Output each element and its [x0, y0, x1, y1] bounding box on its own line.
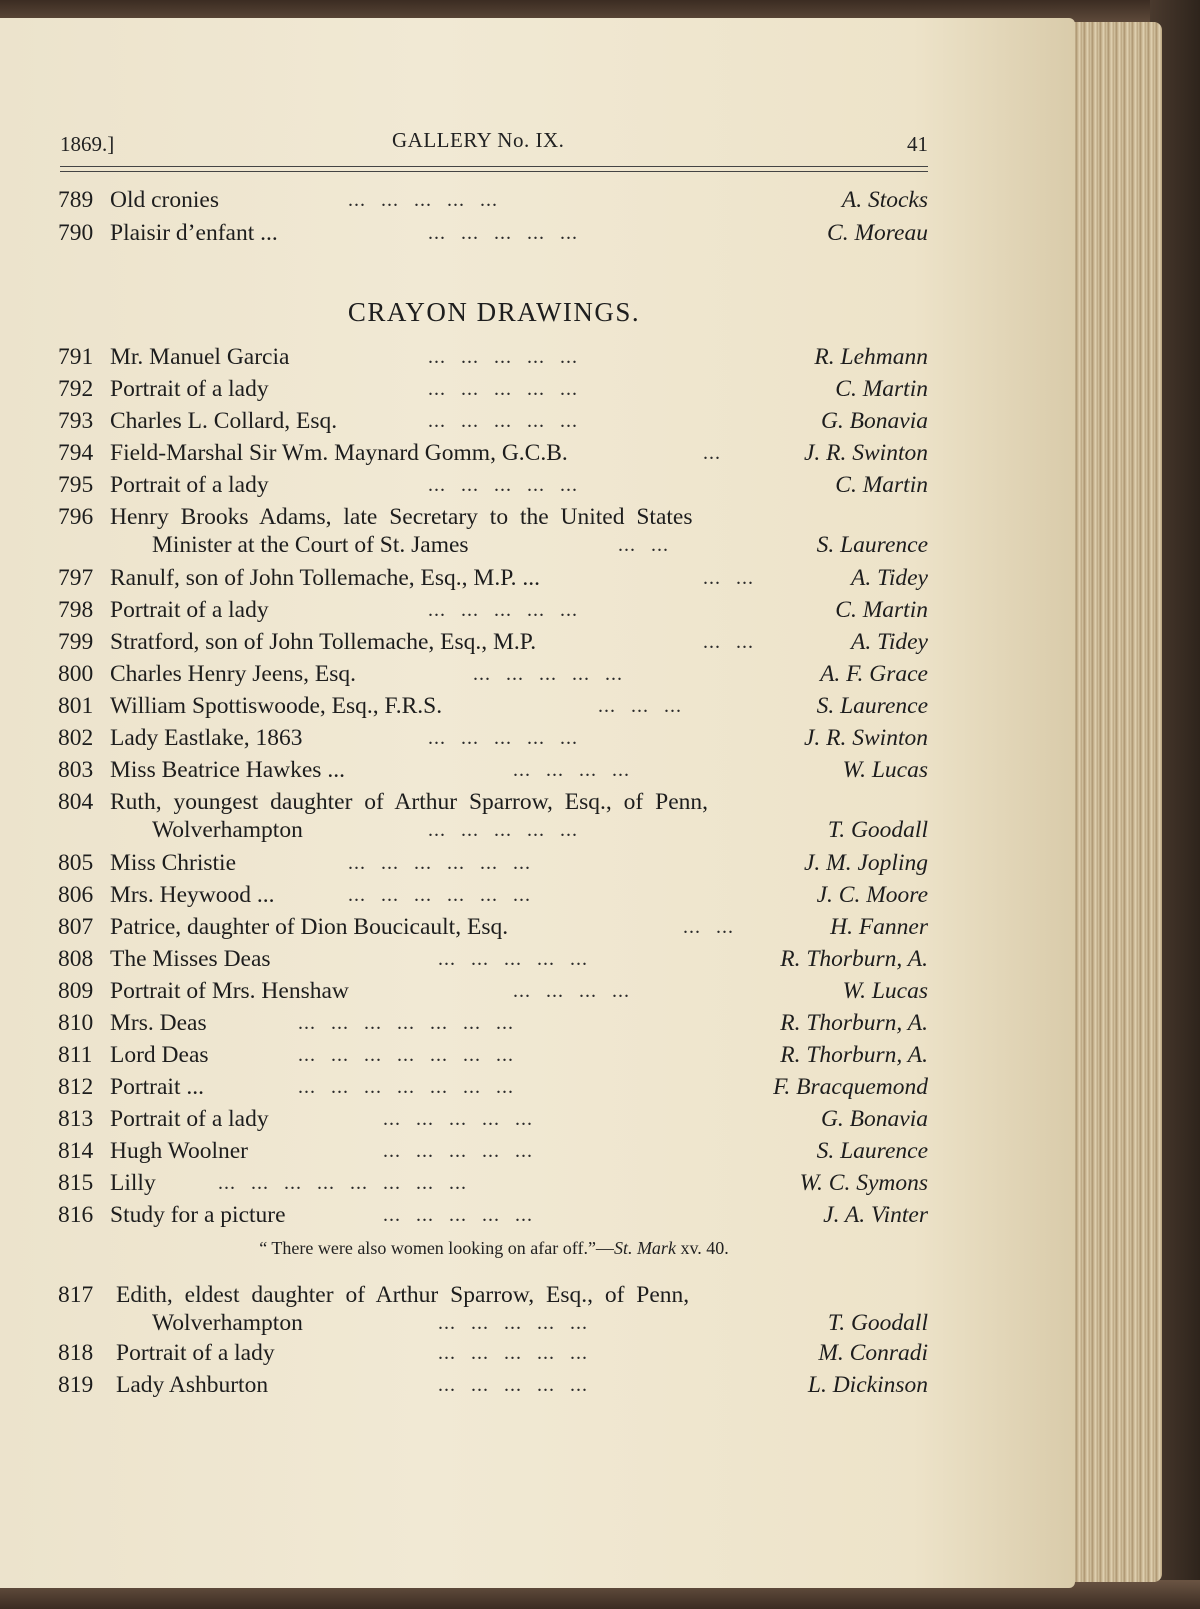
entry-number: 804	[58, 789, 94, 815]
entry-number: 819	[58, 1372, 94, 1398]
entry-number: 814	[58, 1138, 94, 1164]
running-header	[60, 124, 928, 158]
entry-title: Portrait of a lady	[110, 472, 269, 498]
entry-title: Portrait of Mrs. Henshaw	[110, 978, 349, 1004]
catalogue-entry	[58, 978, 928, 1010]
catalogue-entry	[58, 1042, 928, 1074]
entry-title: Plaisir d’enfant ...	[110, 220, 278, 246]
page-number: 41	[907, 132, 928, 156]
entry-number: 794	[58, 440, 94, 466]
entry-title: Mrs. Deas	[110, 1010, 207, 1036]
dot-leader: ... ... ... ... ... ... ...	[298, 1012, 514, 1034]
entry-title: Lord Deas	[110, 1042, 209, 1068]
dot-leader: ... ... ... ... ...	[438, 1342, 588, 1364]
entry-number: 807	[58, 914, 94, 940]
catalogue-entry	[58, 1138, 928, 1170]
dot-leader: ... ... ... ... ...	[428, 346, 578, 368]
dot-leader: ... ... ... ... ...	[428, 410, 578, 432]
entry-title-continued: Wolverhampton	[152, 1310, 303, 1336]
catalogue-entry	[58, 376, 928, 408]
catalogue-entry	[58, 882, 928, 914]
catalogue-entry	[58, 914, 928, 946]
entry-number: 802	[58, 725, 94, 751]
entry-title: William Spottiswoode, Esq., F.R.S.	[110, 693, 443, 719]
entry-number: 816	[58, 1202, 94, 1228]
entry-title: Portrait of a lady	[110, 376, 269, 402]
entry-number: 799	[58, 629, 94, 655]
entry-title: Charles L. Collard, Esq.	[110, 408, 338, 434]
catalogue-entry	[58, 565, 928, 597]
catalogue-entry	[58, 850, 928, 882]
entry-number: 793	[58, 408, 94, 434]
dot-leader: ... ...	[683, 916, 734, 938]
entry-title: Field-Marshal Sir Wm. Maynard Gomm, G.C.B.	[110, 440, 568, 466]
catalogue-entry	[58, 187, 928, 219]
entry-number: 817	[58, 1282, 94, 1308]
catalogue-entry	[58, 597, 928, 629]
catalogue-entry	[58, 725, 928, 757]
entry-number: 798	[58, 597, 94, 623]
dot-leader: ... ... ... ... ...	[438, 1312, 588, 1334]
catalogue-entry	[58, 1202, 928, 1234]
entry-artist: J. R. Swinton	[803, 725, 928, 751]
entry-number: 806	[58, 882, 94, 908]
entry-artist: G. Bonavia	[820, 1106, 928, 1132]
catalogue-entry	[58, 220, 928, 252]
entry-title: Portrait of a lady	[110, 1106, 269, 1132]
entry-title: Ruth, youngest daughter of Arthur Sparrow, Esq., of Penn,	[110, 789, 709, 815]
catalogue-entry	[58, 757, 928, 789]
catalogue-entry	[58, 504, 928, 564]
catalogue-entry	[58, 1106, 928, 1138]
dot-leader: ... ... ... ... ...	[383, 1140, 533, 1162]
entry-title-continued: Minister at the Court of St. James	[152, 532, 469, 558]
catalogue-entry	[58, 408, 928, 440]
entry-number: 813	[58, 1106, 94, 1132]
entry-number: 795	[58, 472, 94, 498]
dot-leader: ... ... ... ... ... ...	[348, 852, 531, 874]
entry-artist: R. Thorburn, A.	[780, 946, 928, 972]
entry-title: Old cronies	[110, 187, 219, 213]
entry-title: Miss Beatrice Hawkes ...	[110, 757, 345, 783]
entry-artist: J. C. Moore	[816, 882, 928, 908]
entry-artist: S. Laurence	[816, 1138, 928, 1164]
entry-artist: C. Moreau	[827, 220, 928, 246]
header-rule-second	[60, 171, 928, 172]
catalogue-entry	[58, 629, 928, 661]
entry-artist: G. Bonavia	[820, 408, 928, 434]
entry-number: 818	[58, 1340, 94, 1366]
entry-title: Portrait of a lady	[116, 1340, 275, 1366]
entry-title: Stratford, son of John Tollemache, Esq., M.P.	[110, 629, 537, 655]
catalogue-entry	[58, 344, 928, 376]
entry-artist: C. Martin	[835, 376, 928, 402]
catalogue-entry	[58, 1010, 928, 1042]
dot-leader: ... ... ... ... ...	[428, 727, 578, 749]
entry-title: Portrait of a lady	[110, 597, 269, 623]
entry-title: Mrs. Heywood ...	[110, 882, 275, 908]
entry-title: Portrait ...	[110, 1074, 204, 1100]
dot-leader: ... ... ... ... ... ... ... ...	[218, 1172, 467, 1194]
dot-leader: ... ... ... ... ...	[348, 189, 498, 211]
entry-number: 789	[58, 187, 94, 213]
entry-artist: A. Stocks	[841, 187, 928, 213]
entry-number: 812	[58, 1074, 94, 1100]
dot-leader: ... ... ... ... ...	[428, 222, 578, 244]
entry-title: Miss Christie	[110, 850, 237, 876]
catalogue-entry	[58, 472, 928, 504]
header-year: 1869.]	[60, 132, 115, 156]
entry-artist: W. Lucas	[842, 757, 928, 783]
entry-number: 815	[58, 1170, 94, 1196]
entry-title: Henry Brooks Adams, late Secretary to the United States	[110, 504, 693, 530]
entry-artist: J. R. Swinton	[803, 440, 928, 466]
dot-leader: ... ... ...	[598, 695, 682, 717]
entry-artist: M. Conradi	[818, 1340, 928, 1366]
entry-number: 790	[58, 220, 94, 246]
entry-artist: C. Martin	[835, 597, 928, 623]
dot-leader: ...	[703, 442, 721, 464]
dot-leader: ... ... ... ... ...	[428, 378, 578, 400]
entry-title: Mr. Manuel Garcia	[110, 344, 290, 370]
dot-leader: ... ... ... ... ...	[473, 663, 623, 685]
dot-leader: ... ...	[618, 534, 669, 556]
entry-number: 805	[58, 850, 94, 876]
entry-artist: F. Bracquemond	[773, 1074, 928, 1100]
page-edges	[1068, 22, 1162, 1582]
quote-source: St. Mark	[613, 1238, 676, 1258]
entry-number: 811	[58, 1042, 93, 1068]
entry-artist: H. Fanner	[830, 914, 928, 940]
catalogue-entry	[58, 661, 928, 693]
entry-number: 792	[58, 376, 94, 402]
entry-number: 810	[58, 1010, 94, 1036]
entry-artist: S. Laurence	[816, 532, 928, 558]
entry-title: Ranulf, son of John Tollemache, Esq., M.P. ...	[110, 565, 541, 591]
entry-artist: L. Dickinson	[807, 1372, 928, 1398]
dot-leader: ... ... ... ... ...	[438, 948, 588, 970]
entry-number: 797	[58, 565, 94, 591]
entry-artist: T. Goodall	[827, 817, 928, 843]
section-title: CRAYON DRAWINGS.	[347, 297, 641, 327]
entry-title: Lady Eastlake, 1863	[110, 725, 303, 751]
header-gallery-title: GALLERY No. IX.	[392, 128, 565, 152]
quote-reference: xv. 40.	[675, 1238, 729, 1258]
entry-artist: T. Goodall	[827, 1310, 928, 1336]
entry-title: The Misses Deas	[110, 946, 271, 972]
entry-number: 791	[58, 344, 94, 370]
entry-title: Hugh Woolner	[110, 1138, 249, 1164]
entry-title-continued: Wolverhampton	[152, 817, 303, 843]
dot-leader: ... ... ... ... ...	[428, 819, 578, 841]
catalogue-entry	[58, 1282, 928, 1342]
catalogue-entry	[58, 1170, 928, 1202]
catalogue-entry	[58, 1372, 928, 1404]
dot-leader: ... ... ... ... ...	[428, 474, 578, 496]
dot-leader: ... ... ... ... ...	[428, 599, 578, 621]
entry-artist: J. A. Vinter	[823, 1202, 928, 1228]
entry-title: Lilly	[110, 1170, 156, 1196]
catalogue-entry	[58, 946, 928, 978]
entry-number: 800	[58, 661, 94, 687]
entry-title: Patrice, daughter of Dion Boucicault, Esq.	[110, 914, 509, 940]
catalogue-entry	[58, 440, 928, 472]
dot-leader: ... ... ... ... ...	[383, 1204, 533, 1226]
dot-leader: ... ...	[703, 631, 754, 653]
entry-artist: R. Thorburn, A.	[780, 1010, 928, 1036]
entry-title: Edith, eldest daughter of Arthur Sparrow, Esq., of Penn,	[116, 1282, 690, 1308]
catalogue-entry	[58, 693, 928, 725]
entry-artist: A. Tidey	[850, 629, 928, 655]
catalogue-entry	[58, 1074, 928, 1106]
entry-title: Study for a picture	[110, 1202, 286, 1228]
entry-artist: J. M. Jopling	[804, 850, 928, 876]
entry-title: Charles Henry Jeens, Esq.	[110, 661, 357, 687]
entry-artist: C. Martin	[835, 472, 928, 498]
entry-number: 809	[58, 978, 94, 1004]
entry-number: 803	[58, 757, 94, 783]
entry-number: 796	[58, 504, 94, 530]
dot-leader: ... ... ... ... ... ... ...	[298, 1044, 514, 1066]
entry-title: Lady Ashburton	[116, 1372, 269, 1398]
dot-leader: ... ... ... ... ...	[438, 1374, 588, 1396]
catalogue-entry	[58, 1340, 928, 1372]
header-rule	[60, 166, 928, 167]
dot-leader: ... ... ... ... ... ... ...	[298, 1076, 514, 1098]
catalogue-entry	[58, 789, 928, 849]
entry-artist: A. Tidey	[850, 565, 928, 591]
quote-text: “ There were also women looking on afar off.”—	[259, 1238, 614, 1258]
entry-artist: W. C. Symons	[799, 1170, 928, 1196]
entry-artist: A. F. Grace	[820, 661, 928, 687]
entry-number: 801	[58, 693, 94, 719]
entry-number: 808	[58, 946, 94, 972]
quotation	[60, 1238, 928, 1259]
dot-leader: ... ... ... ...	[513, 759, 630, 781]
dot-leader: ... ...	[703, 567, 754, 589]
entry-artist: R. Lehmann	[814, 344, 928, 370]
dot-leader: ... ... ... ... ... ...	[348, 884, 531, 906]
entry-artist: R. Thorburn, A.	[780, 1042, 928, 1068]
entry-artist: W. Lucas	[842, 978, 928, 1004]
entry-artist: S. Laurence	[816, 693, 928, 719]
dot-leader: ... ... ... ...	[513, 980, 630, 1002]
dot-leader: ... ... ... ... ...	[383, 1108, 533, 1130]
